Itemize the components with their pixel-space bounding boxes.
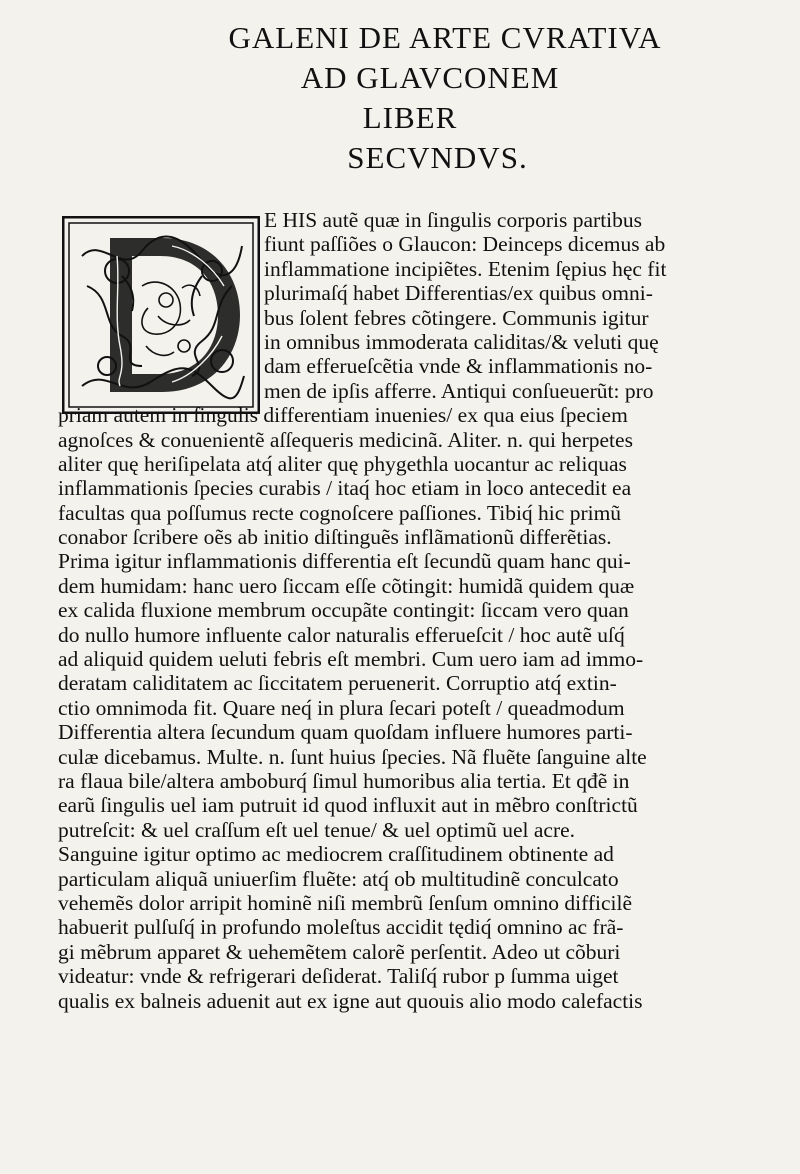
text-line: videatur: vnde & refrigerari deſiderat. Taliſq́ rubor p ſumma uiget [58,964,619,989]
text-line: Sanguine igitur optimo ac mediocrem craſſitudinem obtinente ad [58,842,614,867]
text-line: men de ipſis afferre. Antiqui conſueuerũt: pro [264,378,654,403]
body-text [58,208,748,1013]
text-line: particulam aliquã uniuerſim fluẽte: atq́ ob multitudinẽ conculcato [58,866,619,891]
heading-line-2: AD GLAVCONEM [300,60,560,95]
text-line: Differentia altera ſecundum quam quoſdam influere humores parti- [58,720,633,745]
text-line: inflammationis ſpecies curabis / itaq́ hoc etiam in loco antecedit ea [58,476,632,501]
heading-line-4: SECVNDVS. [347,140,528,175]
text-line: dem humidam: hanc uero ſiccam eſſe cõtingit: humidã quidem quæ [58,573,635,598]
text-line: qualis ex balneis aduenit aut ex igne aut quouis alio modo calefactis [58,988,643,1013]
text-line: vehemẽs dolor arripit hominẽ niſi membrũ ſenſum omnino difficilẽ [58,890,633,915]
text-line: dam efferueſcẽtia vnde & inflammationis no- [264,354,653,379]
heading-line-1: GALENI DE ARTE CVRATIVA [228,20,662,55]
text-line: ra flaua bile/altera amboburq́ ſimul humoribus alia tertia. Et qđẽ in [58,768,630,793]
text-line: gi mẽbrum apparet & uehemẽtem calorẽ perſentit. Adeo ut cõburi [58,939,621,964]
text-line: earũ ſingulis uel iam putruit id quod influxit aut in mẽbro conſtrictũ [58,793,638,818]
chapter-heading [0,18,800,178]
text-line: conabor ſcribere oẽs ab initio diſtinguẽs inflãmationũ differẽtias. [58,525,612,550]
text-line: habuerit pulſuſq́ in profundo moleſtus accidit tędiq́ omnino ac frã- [58,915,624,940]
text-line: deratam caliditatem ac ſiccitatem peruenerit. Corruptio atq́ extin- [58,671,617,696]
text-line: facultas qua poſſumus recte cognoſcere paſſiones. Tibiq́ hic primũ [58,500,622,525]
text-line: ctio omnimoda fit. Quare neq́ in plura ſecari poteſt / queadmodum [58,695,625,720]
text-line: in omnibus immoderata caliditas/& veluti quę [264,329,659,354]
text-line: E HIS autẽ quæ in ſingulis corporis partibus [264,208,643,232]
text-line: Prima igitur inflammationis differentia eſt ſecundũ quam hanc qui- [58,549,631,574]
text-line: aliter quę heriſipelata atq́ aliter quę phygethla uocantur ac reliquas [58,451,627,476]
text-line: agnoſces & conuenientẽ aſſequeris medicinã. Aliter. n. qui herpetes [58,427,633,452]
text-line: priam autem in ſingulis differentiam inuenies/ ex qua eius ſpeciem [58,403,628,428]
text-line: inflammatione incipiẽtes. Etenim ſępius hęc fit [264,256,667,281]
text-line: ex calida fluxione membrum occupãte contingit: ſiccam vero quan [58,598,629,623]
text-line: plurimaſq́ habet Differentias/ex quibus omni- [264,281,653,306]
text-line: putreſcit: & uel craſſum eſt uel tenue/ & uel optimũ uel acre. [58,817,576,842]
text-line: ad aliquid quidem ueluti febris eſt membri. Cum uero iam ad immo- [58,647,644,672]
heading-line-3: LIBER [362,100,458,135]
text-line: fiunt paſſiões o Glaucon: Deinceps dicemus ab [264,232,666,257]
text-line: do nullo humore influente calor naturalis efferueſcit / hoc autẽ uſq́ [58,622,625,647]
text-line: culæ dicebamus. Multe. n. ſunt huius ſpecies. Nã fluẽte ſanguine alte [58,744,647,769]
text-line: bus ſolent febres cõtingere. Communis igitur [264,305,649,330]
